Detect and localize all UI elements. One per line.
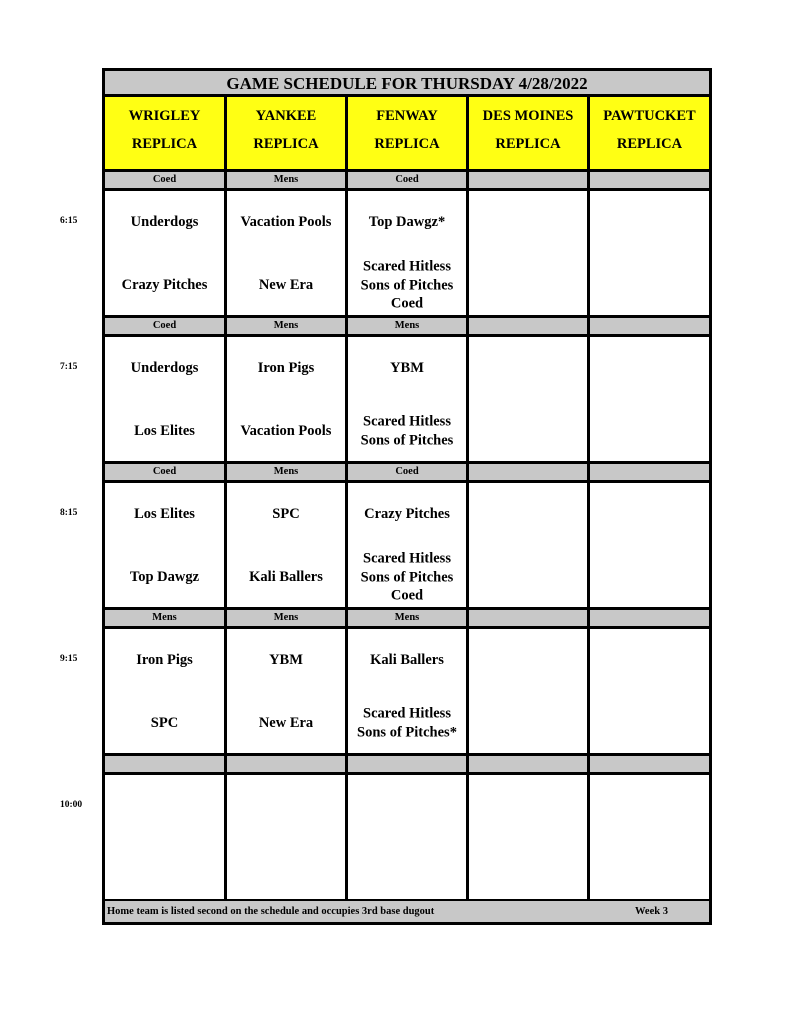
field-header-row <box>105 97 709 172</box>
away-team: YBM <box>269 652 303 668</box>
division-row <box>105 172 709 191</box>
division-label: Mens <box>227 172 348 188</box>
home-team-line: Scared Hitless <box>363 550 451 567</box>
time-slot-row <box>105 483 709 610</box>
division-label: Mens <box>348 610 469 626</box>
field-subtitle: REPLICA <box>616 136 683 152</box>
time-slot-row <box>105 191 709 318</box>
game-cell <box>227 191 348 315</box>
game-cell <box>227 775 348 899</box>
home-team-line: Crazy Pitches <box>121 276 208 293</box>
game-cell <box>105 337 227 461</box>
home-team-line: Scared Hitless <box>363 258 451 275</box>
division-label: Coed <box>105 318 227 334</box>
away-team: SPC <box>272 506 300 522</box>
time-slot-row <box>105 775 709 902</box>
home-team-line: Los Elites <box>134 422 195 439</box>
division-label: Coed <box>105 172 227 188</box>
game-cell <box>105 483 227 607</box>
home-team <box>105 568 224 587</box>
home-team-line: Scared Hitless <box>363 413 451 430</box>
home-team-line: Scared Hitless <box>363 705 451 722</box>
game-cell <box>227 629 348 753</box>
home-team <box>227 568 345 587</box>
division-label <box>590 464 709 480</box>
away-team: Crazy Pitches <box>364 506 450 522</box>
field-name: FENWAY <box>376 108 438 124</box>
division-label <box>469 610 590 626</box>
division-label <box>590 318 709 334</box>
division-label <box>348 756 469 772</box>
game-cell <box>348 483 469 607</box>
division-label <box>469 318 590 334</box>
home-team-line: New Era <box>258 276 314 293</box>
away-team: YBM <box>390 360 424 376</box>
field-name: WRIGLEY <box>128 108 201 124</box>
division-label <box>590 756 709 772</box>
away-team: Underdogs <box>130 360 199 376</box>
game-cell <box>348 191 469 315</box>
division-label <box>469 756 590 772</box>
field-name: DES MOINES <box>482 108 574 124</box>
division-row <box>105 756 709 775</box>
division-row <box>105 318 709 337</box>
field-header-des-moines <box>469 97 590 169</box>
time-label: 9:15 <box>60 654 78 664</box>
time-slot-row <box>105 629 709 756</box>
away-team: Iron Pigs <box>257 360 315 376</box>
home-team <box>348 413 466 450</box>
home-team <box>227 276 345 295</box>
home-team <box>227 422 345 441</box>
division-label: Mens <box>227 464 348 480</box>
division-row <box>105 610 709 629</box>
division-label: Mens <box>227 318 348 334</box>
field-name: YANKEE <box>255 108 317 124</box>
game-cell <box>590 191 709 315</box>
home-team-line: Coed <box>390 587 424 604</box>
away-team: Top Dawgz* <box>368 214 446 230</box>
schedule-table <box>102 68 712 925</box>
home-team <box>105 422 224 441</box>
away-team: Underdogs <box>130 214 199 230</box>
game-cell <box>348 629 469 753</box>
home-team-line: Vacation Pools <box>240 422 332 439</box>
game-cell <box>348 337 469 461</box>
home-team-note: Home team is listed second on the schedule and occupies 3rd base dugout <box>107 906 435 917</box>
away-team: Iron Pigs <box>136 652 193 668</box>
field-subtitle: REPLICA <box>374 136 440 152</box>
game-cell <box>469 337 590 461</box>
time-slot-row <box>105 337 709 464</box>
field-subtitle: REPLICA <box>131 136 198 152</box>
away-team: Kali Ballers <box>370 652 444 668</box>
game-cell <box>469 775 590 899</box>
schedule-title: GAME SCHEDULE FOR THURSDAY 4/28/2022 <box>105 71 709 97</box>
field-subtitle: REPLICA <box>495 136 561 152</box>
game-cell <box>348 775 469 899</box>
week-label: Week 3 <box>635 906 668 917</box>
division-label: Coed <box>105 464 227 480</box>
home-team <box>348 705 466 742</box>
home-team-line: Kali Ballers <box>249 568 323 585</box>
division-label: Mens <box>105 610 227 626</box>
division-label: Mens <box>227 610 348 626</box>
game-cell <box>590 629 709 753</box>
away-team: Los Elites <box>134 506 195 522</box>
division-label <box>469 464 590 480</box>
game-cell <box>227 483 348 607</box>
game-cell <box>590 483 709 607</box>
game-cell <box>590 775 709 899</box>
home-team-line: Top Dawgz <box>129 568 200 585</box>
field-header-wrigley <box>105 97 227 169</box>
time-label: 6:15 <box>60 216 78 226</box>
game-cell <box>469 191 590 315</box>
game-cell <box>105 191 227 315</box>
field-header-fenway <box>348 97 469 169</box>
game-cell <box>469 483 590 607</box>
home-team-line: Sons of Pitches <box>360 432 454 448</box>
home-team-line: Sons of Pitches* <box>357 724 457 740</box>
field-subtitle: REPLICA <box>253 136 319 152</box>
home-team <box>227 714 345 733</box>
game-cell <box>227 337 348 461</box>
time-label: 10:00 <box>60 800 83 810</box>
field-name: PAWTUCKET <box>603 108 696 124</box>
field-header-pawtucket <box>590 97 709 169</box>
division-row <box>105 464 709 483</box>
away-team: Vacation Pools <box>240 214 332 230</box>
division-label <box>590 172 709 188</box>
division-label <box>105 756 227 772</box>
game-cell <box>105 629 227 753</box>
division-label <box>590 610 709 626</box>
time-label: 8:15 <box>60 508 78 518</box>
home-team <box>105 276 224 295</box>
division-label: Coed <box>348 464 469 480</box>
division-label <box>469 172 590 188</box>
home-team-line: New Era <box>258 714 314 731</box>
game-cell <box>469 629 590 753</box>
home-team <box>348 257 466 313</box>
division-label: Coed <box>348 172 469 188</box>
home-team-line: Sons of Pitches <box>360 568 454 585</box>
home-team <box>348 549 466 605</box>
division-label: Mens <box>348 318 469 334</box>
home-team-line: Coed <box>390 295 424 312</box>
game-cell <box>590 337 709 461</box>
home-team <box>105 714 224 733</box>
home-team-line: SPC <box>150 714 179 731</box>
home-team-line: Sons of Pitches <box>360 276 454 293</box>
division-label <box>227 756 348 772</box>
game-cell <box>105 775 227 899</box>
field-header-yankee <box>227 97 348 169</box>
time-label: 7:15 <box>60 362 78 372</box>
schedule-footer <box>105 901 709 922</box>
